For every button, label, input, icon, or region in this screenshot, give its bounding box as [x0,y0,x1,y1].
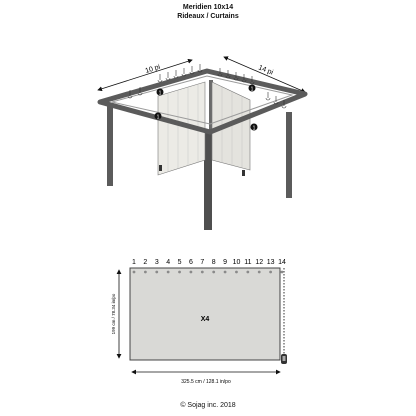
ring-grommet-7 [201,271,204,274]
width-dimension-arrow [98,60,192,90]
width-dimension-label: 10 pi [144,63,162,75]
copyright-text: © Sojag inc. 2018 [180,402,236,409]
ring-grommet-13 [269,271,272,274]
ring-grommet-14 [281,271,284,274]
callout-1b [249,85,256,93]
right-post [286,112,292,198]
svg-text:1: 1 [156,114,160,121]
curtain-panel [130,268,280,360]
ring-grommet-4 [167,271,170,274]
svg-text:1: 1 [250,86,254,93]
svg-text:1: 1 [158,90,162,97]
ring-grommet-5 [178,271,181,274]
product-title: Meridien 10x14 [182,4,234,11]
ring-number-10: 10 [232,259,241,266]
ring-number-14: 14 [278,259,286,266]
ring-grommet-2 [144,271,147,274]
ring-number-7: 7 [200,259,205,266]
quantity-label: X4 [200,316,210,323]
ring-number-13: 13 [266,259,275,266]
ring-number-3: 3 [154,259,159,266]
ring-number-4: 4 [166,259,171,266]
width-dimension-label-bottom: 325.5 cm / 128.1 in/po [181,379,231,385]
gazebo-illustration [98,57,305,230]
ring-number-1: 1 [132,259,136,266]
ring-number-11: 11 [244,259,252,266]
ring-number-9: 9 [223,259,228,266]
ring-grommet-1 [133,271,136,274]
product-subtitle: Rideaux / Curtains [177,13,239,20]
left-post [107,106,113,186]
ring-grommet-11 [246,271,249,274]
svg-text:1: 1 [252,125,256,132]
ring-grommet-8 [212,271,215,274]
height-dimension-label: 199 cm / 78.34 in/po [111,293,116,335]
ring-grommet-12 [258,271,261,274]
ring-number-5: 5 [177,259,182,266]
ring-number-6: 6 [188,259,193,266]
ring-grommet-10 [235,271,238,274]
ring-number-8: 8 [211,259,216,266]
ring-number-row [132,259,286,266]
zipper-pull-icon [281,354,287,364]
ring-number-12: 12 [255,259,264,266]
callout-1d [251,124,258,132]
ring-grommet-6 [190,271,193,274]
ring-number-2: 2 [143,259,148,266]
ring-grommet-9 [224,271,227,274]
ring-grommet-3 [155,271,158,274]
depth-dimension-label: 14 pi [257,64,274,77]
curtain-detail [111,259,287,385]
